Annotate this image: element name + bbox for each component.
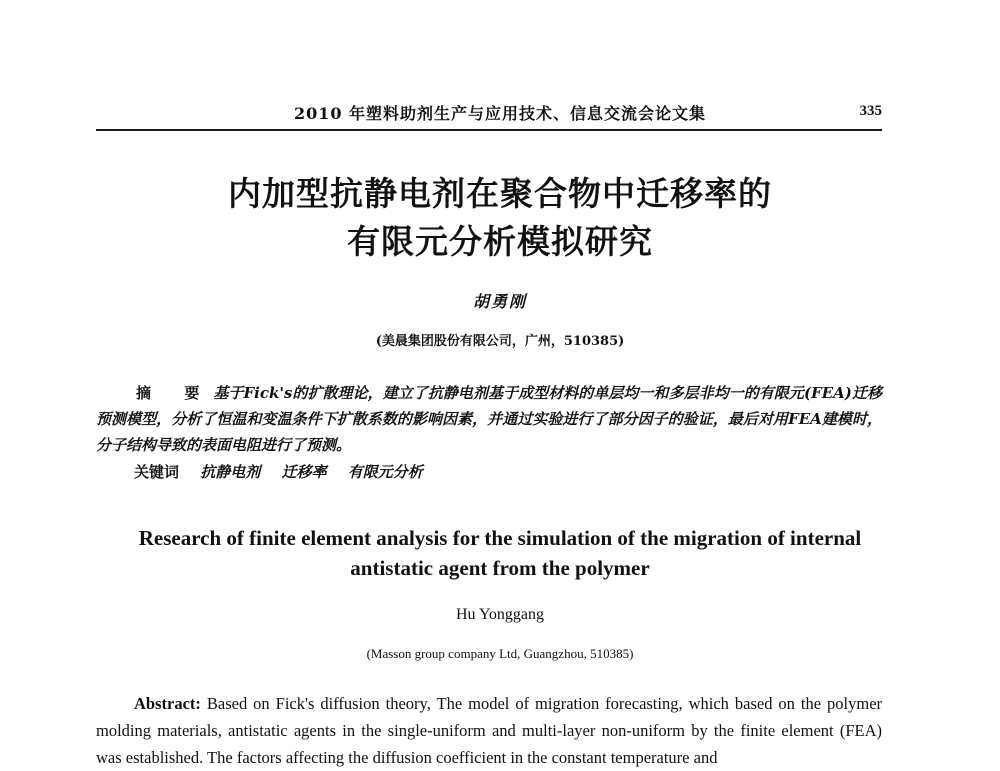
affiliation-en: (Masson group company Ltd, Guangzhou, 510385) [366, 646, 634, 661]
running-header-title: 2010 年塑料助剂生产与应用技术、信息交流会论文集 [293, 104, 707, 123]
keywords-cn [134, 461, 423, 482]
paper-title-en [0, 523, 1000, 583]
header-rule [96, 129, 882, 131]
author-cn: 胡勇刚 [472, 292, 527, 311]
keyword: 有限元分析 [347, 463, 423, 481]
keywords-cn-label: 关键词 [134, 463, 180, 481]
paper-title-cn-line1: 内加型抗静电剂在聚合物中迁移率的 [228, 174, 772, 213]
abstract-en-label: Abstract: [134, 694, 201, 713]
abstract-cn-text: 基于Fick's的扩散理论，建立了抗静电剂基于成型材料的单层均一和多层非均一的有限元(FEA)迁移预测模型，分析了恒温和变温条件下扩散系数的影响因素，并通过实验进行了部分因子的验证，最后对用FEA建模时，分子结构导致的表面电阻进行了预测。 [96, 384, 882, 454]
paper-title-cn-line2: 有限元分析模拟研究 [347, 222, 653, 261]
affiliation-cn: (美晨集团股份有限公司，广州，510385) [375, 334, 625, 349]
abstract-cn-label: 摘 要 [136, 384, 214, 402]
abstract-en-text: Based on Fick's diffusion theory, The model of migration forecasting, which based on the polymer molding materials, antistatic agents in the single-uniform and multi-layer non-uniform by the finite element (FEA) was established. The factors affecting the diffusion coefficient in the constant temperature and [96, 694, 883, 767]
author-en: Hu Yonggang [455, 606, 544, 623]
abstract-cn [96, 380, 882, 458]
paper-title-en-line2: antistatic agent from the polymer [350, 556, 650, 580]
keyword: 迁移率 [281, 463, 327, 481]
keyword: 抗静电剂 [200, 463, 261, 481]
page-number: 335 [859, 103, 882, 119]
abstract-en [96, 690, 882, 771]
paper-title-en-line1: Research of finite element analysis for the simulation of the migration of internal [138, 526, 862, 550]
